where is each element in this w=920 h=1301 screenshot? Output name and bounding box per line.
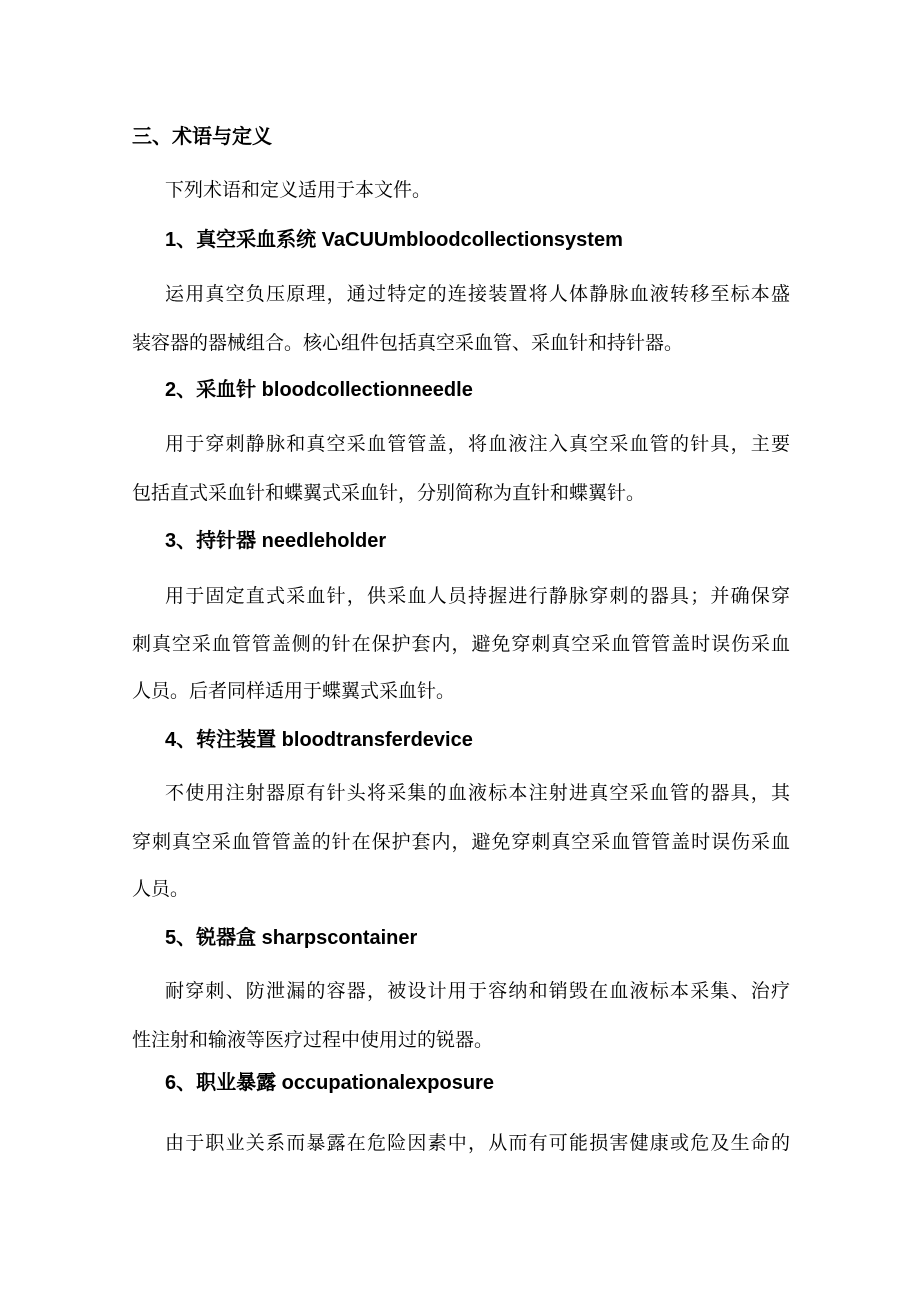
term-heading-4: 4、转注装置 bloodtransferdevice [165, 729, 473, 751]
term-heading-2: 2、采血针 bloodcollectionneedle [165, 379, 473, 401]
intro-paragraph: 下列术语和定义适用于本文件。 [165, 179, 432, 201]
term-heading-5: 5、锐器盒 sharpscontainer [165, 927, 418, 949]
term-2-line-1: 用于穿刺静脉和真空采血管管盖，将血液注入真空采血管的针具，主要 [165, 433, 790, 455]
term-4-line-2: 穿刺真空采血管管盖的针在保护套内，避免穿刺真空采血管管盖时误伤采血 [132, 831, 790, 853]
term-3-line-3: 人员。后者同样适用于蝶翼式采血针。 [132, 680, 456, 702]
term-5-line-2: 性注射和输液等医疗过程中使用过的锐器。 [132, 1029, 494, 1051]
term-heading-1: 1、真空采血系统 VaCUUmbloodcollectionsystem [165, 229, 623, 251]
term-5-line-1: 耐穿刺、防泄漏的容器，被设计用于容纳和销毁在血液标本采集、治疗 [165, 980, 790, 1002]
term-4-line-3: 人员。 [132, 878, 190, 900]
term-4-line-1: 不使用注射器原有针头将采集的血液标本注射进真空采血管的器具，其 [165, 782, 790, 804]
term-1-line-1: 运用真空负压原理，通过特定的连接装置将人体静脉血液转移至标本盛 [165, 283, 790, 305]
term-6-line-1: 由于职业关系而暴露在危险因素中，从而有可能损害健康或危及生命的 [165, 1132, 790, 1154]
term-heading-3: 3、持针器 needleholder [165, 530, 387, 552]
section-heading: 三、术语与定义 [132, 126, 272, 148]
term-3-line-2: 刺真空采血管管盖侧的针在保护套内，避免穿刺真空采血管管盖时误伤采血 [132, 633, 790, 655]
term-heading-6: 6、职业暴露 occupationalexposure [165, 1072, 494, 1094]
term-3-line-1: 用于固定直式采血针，供采血人员持握进行静脉穿刺的器具；并确保穿 [165, 585, 790, 607]
term-2-line-2: 包括直式采血针和蝶翼式采血针，分别简称为直针和蝶翼针。 [132, 482, 646, 504]
term-1-line-2: 装容器的器械组合。核心组件包括真空采血管、采血针和持针器。 [132, 332, 684, 354]
